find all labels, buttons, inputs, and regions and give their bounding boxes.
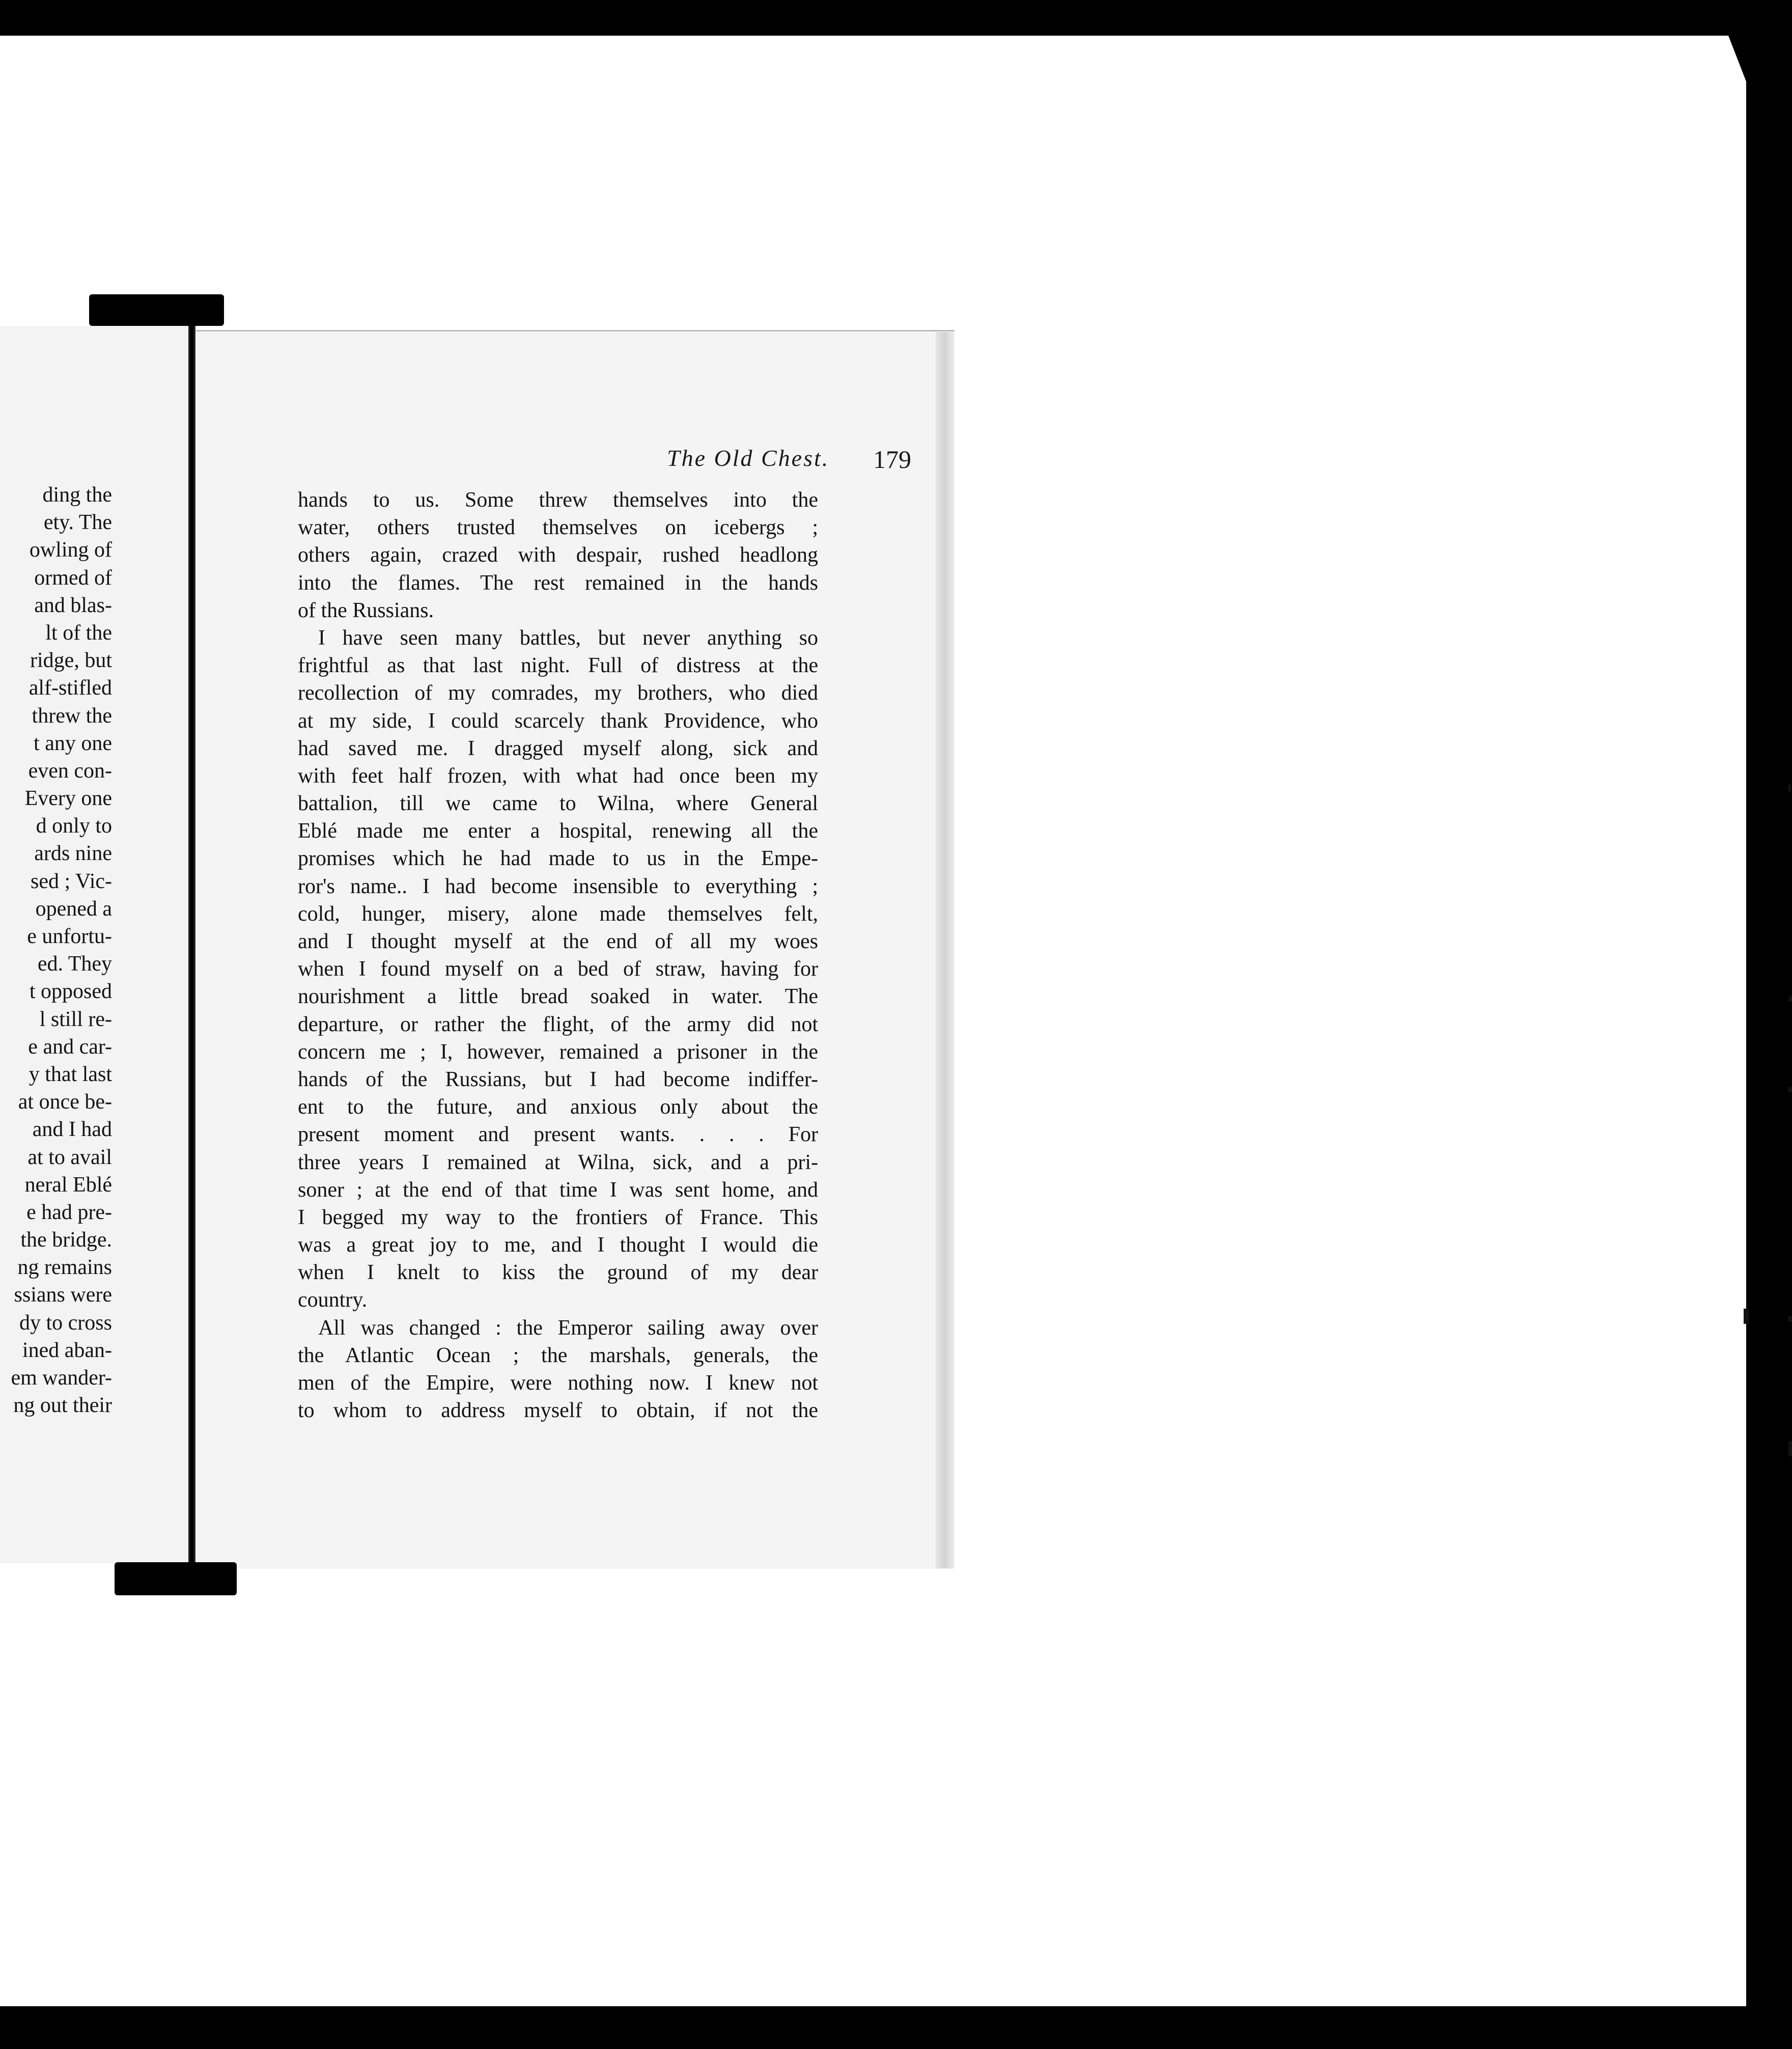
text-line: concern me ; I, however, remained a prisoner in the xyxy=(298,1040,818,1064)
left-line: dy to cross xyxy=(19,1311,112,1335)
left-line: ined aban- xyxy=(22,1338,112,1362)
book-gutter xyxy=(188,326,195,1563)
left-line: ding the xyxy=(42,483,112,507)
left-line: lt of the xyxy=(45,621,112,645)
left-line: ng remains xyxy=(17,1256,112,1280)
text-line: nourishment a little bread soaked in water. The xyxy=(298,985,818,1009)
text-line: Eblé made me enter a hospital, renewing all the xyxy=(298,819,818,843)
left-line: y that last xyxy=(29,1062,112,1086)
left-line: ety. The xyxy=(43,511,112,535)
left-line: at to avail xyxy=(27,1145,112,1169)
text-line: hands of the Russians, but I had become indiffer- xyxy=(298,1067,818,1091)
left-line: ards nine xyxy=(34,842,112,866)
left-line: em wander- xyxy=(11,1366,112,1390)
left-line: owling of xyxy=(29,538,112,562)
left-line: alf-stifled xyxy=(29,676,112,700)
body-text xyxy=(298,486,818,1424)
text-line: when I found myself on a bed of straw, having for xyxy=(298,957,818,981)
text-line: had saved me. I dragged myself along, sick and xyxy=(298,736,818,760)
left-line: sed ; Vic- xyxy=(30,869,112,893)
text-line: at my side, I could scarcely thank Providence, who xyxy=(298,709,818,733)
left-line: neral Eblé xyxy=(24,1173,112,1197)
left-line: d only to xyxy=(36,814,112,838)
text-line: hands to us. Some threw themselves into the xyxy=(298,488,818,512)
text-line: I begged my way to the frontiers of France. This xyxy=(298,1205,818,1229)
left-line: threw the xyxy=(32,704,112,728)
text-line: recollection of my comrades, my brothers, who died xyxy=(298,681,818,705)
running-head: The Old Chest. xyxy=(667,445,830,471)
film-speck xyxy=(1788,1087,1792,1092)
text-line: battalion, till we came to Wilna, where General xyxy=(298,792,818,816)
bottom-binding-clip xyxy=(115,1562,237,1595)
left-line: even con- xyxy=(28,759,112,783)
left-line: e unfortu- xyxy=(27,925,112,948)
text-line: present moment and present wants. . . . For xyxy=(298,1123,818,1147)
text-line: of the Russians. xyxy=(298,598,434,622)
text-line: I have seen many battles, but never anything so xyxy=(318,626,818,650)
left-line: Every one xyxy=(24,787,112,811)
left-line: ssians were xyxy=(14,1283,112,1307)
page-number: 179 xyxy=(873,445,911,474)
left-line: and blas- xyxy=(34,593,112,617)
left-line: opened a xyxy=(35,897,112,921)
text-line: when I knelt to kiss the ground of my dear xyxy=(298,1261,818,1285)
left-line: at once be- xyxy=(18,1090,112,1114)
film-speck xyxy=(1744,1309,1749,1324)
left-line: ridge, but xyxy=(30,649,112,673)
top-binding-clip xyxy=(89,294,224,326)
text-line: was a great joy to me, and I thought I would die xyxy=(298,1233,818,1257)
text-line: ent to the future, and anxious only about the xyxy=(298,1095,818,1119)
film-speck xyxy=(1788,1441,1792,1456)
left-line: l still re- xyxy=(39,1007,112,1031)
page-header xyxy=(290,445,1018,480)
text-line: All was changed : the Emperor sailing away over xyxy=(318,1316,818,1340)
left-line: t any one xyxy=(34,731,112,755)
left-line: e had pre- xyxy=(26,1200,112,1224)
left-page-text xyxy=(11,481,112,1419)
left-line: ormed of xyxy=(34,566,112,590)
left-line: ed. They xyxy=(37,952,112,976)
text-line: into the flames. The rest remained in the hands xyxy=(298,571,818,595)
left-page-cropped xyxy=(0,326,191,1563)
text-line: ror's name.. I had become insensible to everything ; xyxy=(298,874,818,898)
text-line: soner ; at the end of that time I was sent home, and xyxy=(298,1178,818,1202)
text-line: three years I remained at Wilna, sick, and a pri- xyxy=(298,1150,818,1174)
text-line: to whom to address myself to obtain, if not the xyxy=(298,1399,818,1423)
film-speck xyxy=(1788,784,1791,791)
text-line: men of the Empire, were nothing now. I knew not xyxy=(298,1371,818,1395)
text-line: country. xyxy=(298,1288,368,1312)
text-line: cold, hunger, misery, alone made themselves felt, xyxy=(298,902,818,926)
text-line: water, others trusted themselves on icebergs ; xyxy=(298,516,818,540)
text-line: frightful as that last night. Full of distress at the xyxy=(298,654,818,678)
left-line: e and car- xyxy=(28,1035,112,1059)
text-line: others again, crazed with despair, rushed headlong xyxy=(298,543,818,567)
page-edge-shadow xyxy=(936,332,954,1568)
film-speck xyxy=(1789,995,1792,1002)
left-line: t opposed xyxy=(29,980,112,1004)
text-line: departure, or rather the flight, of the army did not xyxy=(298,1012,818,1036)
text-line: and I thought myself at the end of all my woes xyxy=(298,930,818,953)
right-page xyxy=(196,330,955,1569)
left-line: and I had xyxy=(32,1118,112,1142)
text-line: the Atlantic Ocean ; the marshals, generals, the xyxy=(298,1343,818,1367)
film-speck xyxy=(1788,1316,1792,1321)
text-line: with feet half frozen, with what had once been my xyxy=(298,764,818,788)
left-line: the bridge. xyxy=(20,1228,112,1252)
left-line: ng out their xyxy=(13,1394,112,1418)
text-line: promises which he had made to us in the Empe- xyxy=(298,847,818,871)
